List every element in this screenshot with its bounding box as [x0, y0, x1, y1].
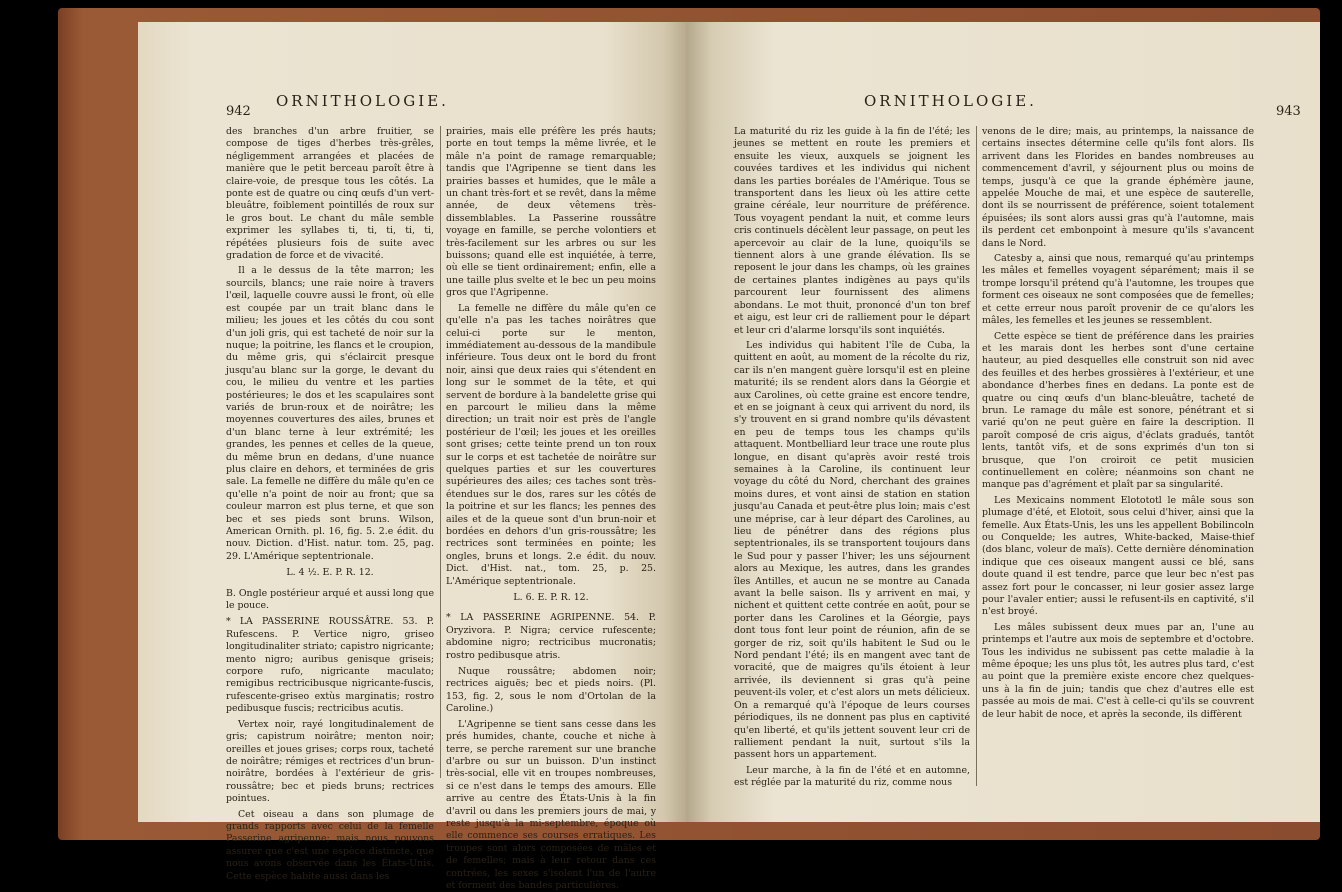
- right-column-2: [982, 126, 1254, 786]
- running-head: ORNITHOLOGIE.: [864, 92, 1037, 110]
- text-paragraph: L. 4 ½. E. P. R. 12.: [286, 567, 374, 579]
- text-paragraph: prairies, mais elle préfère les prés hauts; porte en tout temps la même livrée, et le mâle n'a point de ramage remarquable; tandis que l'Agripenne se tient dans les prairies basses et humides, que le mâle a un chant très-fort et se revêt, dans la même année, de deux vêtemens très-dissemblables. La Passerine roussâtre voyage en famille, se perche volontiers et très-facilement sur les arbres ou sur les buissons; quand elle est inquiétée, à terre, où elle se tient ordinairement; enfin, elle a une taille plus svelte et le bec un peu moins gros que l'Agripenne.: [446, 126, 656, 299]
- right-column-1: [734, 126, 970, 789]
- right-page: [686, 22, 1320, 822]
- text-paragraph: venons de le dire; mais, au printemps, la naissance de certains insectes détermine celle qu'ils font alors. Ils arrivent dans les Florides en bandes nombreuses au commencement d'avril, y séjournent plus ou moins de temps, jusqu'à ce que la grande éphémère jaune, appelée Mouche de mai, et une espèce de sauterelle, dont ils se nourrissent de préférence, soient totalement épuisées; ils sont alors aussi gras qu'à l'automne, mais ils perdent cet embonpoint à mesure qu'ils s'avancent dans le Nord.: [982, 126, 1254, 249]
- left-page: [138, 22, 686, 891]
- text-paragraph: Les Mexicains nomment Elotototl le mâle sous son plumage d'été, et Elotoit, sous celui d'hiver, ainsi que la femelle. Aux États-Unis, les uns les appellent Bobilincoln ou Conquelde; les autres, White-backed, Maise-thief (dos blanc, voleur de maïs). Cette dernière dénomination indique que ces oiseaux mangent aussi ce blé, sans doute quand il est tendre, parce que leur bec n'est pas assez fort pour le concasser, ni leur gosier assez large pour l'avaler entier; aussi le refusent-ils en captivité, s'il n'est broyé.: [982, 494, 1254, 618]
- text-paragraph: L. 6. E. P. R. 12.: [513, 592, 589, 604]
- text-paragraph: * LA PASSERINE AGRIPENNE. 54. P. Oryzivora. P. Nigra; cervice rufescente; abdomine nigro; rectricibus mucronatis; rostro pedibusque atris.: [446, 612, 656, 661]
- text-paragraph: Les individus qui habitent l'île de Cuba, la quittent en août, au moment de la récolte du riz, car ils n'en mangent guère lorsqu'il est en pleine maturité; ils se rendent alors dans la Géorgie et aux Carolines, où cette graine est encore tendre, et en se joignant à ceux qui arrivent du nord, ils s'y trouvent en si grand nombre qu'ils dévastent en peu de temps tous les champs qu'ils attaquent. Montbelliard leur trace une route plus longue, en disant qu'après avoir resté trois semaines à la Caroline, ils continuent leur voyage du côté du Nord, cherchant des graines moins dures, et vont ainsi de station en station jusqu'au Canada et peut-être plus loin; mais c'est une méprise, car à leur départ des Carolines, au lieu de pénétrer dans des régions plus septentrionales, ils se transportent toujours dans le Sud pour y passer l'hiver; les uns séjournent alors au Mexique, les autres, dans les grandes îles Antilles, et aucun ne se montre au Canada avant la belle saison. Ils y arrivent en mai, y nichent et quittent cette contrée en août, pour se porter dans les Carolines et la Géorgie, pays dont tous font leur point de réunion, afin de se gorger de riz, soit qu'ils habitent le Sud ou le Nord pendant l'été; ils en mangent avec tant de voracité, que de maigres qu'ils étoient à leur arrivée, ils deviennent si gras qu'à peine peuvent-ils voler, et c'est alors un mets délicieux. On a remarqué qu'à l'époque de leurs courses périodiques, ils ne donnent pas plus en captivité qu'en liberté, et qu'ils jettent souvent leur cri de ralliement pendant la nuit, surtout s'ils la passent hors un appartement.: [734, 339, 970, 761]
- text-paragraph: des branches d'un arbre fruitier, se compose de tiges d'herbes très-grêles, négligemment arrangées et placées de manière que le petit berceau paroît être à claire-voie, de presque tous les côtés. La ponte est de quatre ou cinq œufs d'un vert-bleuâtre, foiblement pointillés de roux sur le gros bout. Le chant du mâle semble exprimer les syllabes ti, ti, ti, ti, ti, répétées plusieurs fois de suite avec gradation de force et de vivacité.: [226, 126, 434, 262]
- column-rule: [440, 126, 441, 778]
- text-paragraph: Leur marche, à la fin de l'été et en automne, est réglée par la maturité du riz, comme nous: [734, 764, 970, 789]
- text-paragraph: * LA PASSERINE ROUSSÂTRE. 53. P. Rufescens. P. Vertice nigro, griseo longitudinaliter striato; capistro nigricante; mento nigro; auribus genisque griseis; corpore rufo, nigricante maculato; remigibus rectricibusque nigricante-fuscis, rufescente-griseo extùs marginatis; rostro pedibusque fuscis; rectricibus acutis.: [226, 616, 434, 715]
- text-paragraph: B. Ongle postérieur arqué et aussi long que le pouce.: [226, 587, 434, 612]
- text-paragraph: Nuque roussâtre; abdomen noir; rectrices aiguës; bec et pieds noirs. (Pl. 153, fig. 2, sous le nom d'Ortolan de la Caroline.): [446, 666, 656, 715]
- text-paragraph: Les mâles subissent deux mues par an, l'une au printemps et l'autre aux mois de septembre et d'octobre. Tous les individus ne subissent pas cette maladie à la même époque; les uns plus tôt, les autres plus tard, c'est au point que la première existe encore chez quelques-uns à la fin de juin; tandis que chez d'autres elle est passée au mois de mai. C'est à celle-ci qu'ils se couvrent de leur habit de noce, et après la seconde, ils diffèrent: [982, 621, 1254, 720]
- text-paragraph: La femelle ne diffère du mâle qu'en ce qu'elle n'a pas les taches noirâtres que celui-ci porte sur le menton, immédiatement au-dessous de la mandibule inférieure. Tous deux ont le bord du front noir, ainsi que deux raies qui s'étendent en long sur le sommet de la tête, et qui servent de bordure à la bandelette grise qui en parcourt le milieu dans la même direction; un trait noir est près de l'angle postérieur de l'œil; les joues et les oreilles sont grises; cette teinte prend un ton roux sur le corps et est tachetée de noirâtre sur quelques parties et sur les couvertures supérieures des ailes; ces taches sont très-étendues sur le dos, rares sur les côtés de la poitrine et sur les flancs; les pennes des ailes et de la queue sont d'un brun-noir et bordées en dehors d'un gris-roussâtre; les rectrices sont terminées en pointe; les ongles, bruns et longs. 2.e édit. du nouv. Dict. d'Hist. nat., tom. 25, p. 25. L'Amérique septentrionale.: [446, 302, 656, 587]
- text-paragraph: L'Agripenne se tient sans cesse dans les prés humides, chante, couche et niche à terre, se perche rarement sur une branche d'arbre ou sur un buisson. D'un instinct très-social, elle vit en troupes nombreuses, si ce n'est dans le temps des amours. Elle arrive au centre des États-Unis à la fin d'avril ou dans les premiers jours de mai, y reste jusqu'à la mi-septembre, époque où elle commence ses courses erratiques. Les troupes sont alors composées de mâles et de femelles; mais à leur retour dans ces contrées, les sexes s'isolent l'un de l'autre et forment des bandes particulières.: [446, 718, 656, 891]
- running-head: ORNITHOLOGIE.: [276, 92, 449, 110]
- left-column-2: [446, 126, 656, 891]
- text-paragraph: La maturité du riz les guide à la fin de l'été; les jeunes se mettent en route les premiers et ensuite les vieux, auxquels se joignent les couvées tardives et les individus qui nichent dans les parties boréales de l'Amérique. Tous se transportent dans les lieux où les attire cette graine céréale, leur nourriture de préférence. Tous voyagent pendant la nuit, et comme leurs cris continuels décèlent leur passage, on peut les apercevoir au clair de la lune, quoiqu'ils se tiennent alors à une grande élévation. Ils se reposent le jour dans les champs, où les graines de certaines plantes indigènes au pays qu'ils parcourent leur fournissent des alimens abondans. Le mot thuit, prononcé d'un ton bref et aigu, est leur cri de ralliement pour le départ et leur cri d'alarme lorsqu'ils sont inquiétés.: [734, 126, 970, 336]
- page-number: 942: [226, 104, 251, 119]
- text-paragraph: Cette espèce se tient de préférence dans les prairies et les marais dont les herbes sont d'une certaine hauteur, au pied desquelles elle construit son nid avec des feuilles et des herbes grossières à l'extérieur, et une abondance d'herbes fines en dedans. La ponte est de quatre ou cinq œufs d'un blanc-bleuâtre, tacheté de brun. Le ramage du mâle est sonore, pénétrant et si varié qu'on ne peut guère en faire la description. Il paroît composé de cris aigus, d'éclats gradués, tantôt lents, tantôt vifs, et de sons exprimés d'un ton si brusque, que l'on croiroit ce petit musicien continuellement en colère; néanmoins son chant ne manque pas d'agrément et plaît par sa singularité.: [982, 330, 1254, 491]
- text-paragraph: Vertex noir, rayé longitudinalement de gris; capistrum noirâtre; menton noir; oreilles et joues grises; corps roux, tacheté de noirâtre; rémiges et rectrices d'un brun-noirâtre, bordées à l'extérieur de gris-roussâtre; bec et pieds bruns; rectrices pointues.: [226, 718, 434, 805]
- text-paragraph: Catesby a, ainsi que nous, remarqué qu'au printemps les mâles et femelles voyagent séparément; mais il se trompe lorsqu'il prétend qu'à l'automne, les troupes que forment ces oiseaux ne sont composées que de femelles; et cette erreur nous paroît provenir de ce qu'alors les mâles, les femelles et les jeunes se ressemblent.: [982, 253, 1254, 327]
- page-number: 943: [1276, 104, 1301, 119]
- column-rule: [976, 126, 977, 786]
- text-paragraph: Il a le dessus de la tête marron; les sourcils, blancs; une raie noire à travers l'œil, laquelle couvre aussi le front, où elle est coupée par un trait blanc dans le milieu; les joues et les côtés du cou sont d'un joli gris, qui est tacheté de noir sur la nuque; la poitrine, les flancs et le croupion, du même gris, qui s'éclaircit presque jusqu'au blanc sur la gorge, le devant du cou, le milieu du ventre et les parties postérieures; le dos et les scapulaires sont variés de brun-roux et de noirâtre; les moyennes couvertures des ailes, brunes et d'un blanc terne à leur extrémité; les grandes, les pennes et celles de la queue, du même brun en dedans, d'une nuance plus claire en dehors, et terminées de gris sale. La femelle ne diffère du mâle qu'en ce qu'elle n'a point de noir au front; que sa couleur marron est plus terne, et que son bec et ses pieds sont bruns. Wilson, American Ornith. pl. 16, fig. 5. 2.e édit. du nouv. Diction. d'Hist. natur. tom. 25, pag. 29. L'Amérique septentrionale.: [226, 265, 434, 562]
- left-column-1: [226, 126, 434, 882]
- text-paragraph: Cet oiseau a dans son plumage de grands rapports avec celui de la femelle Passerine agripenne; mais nous pouvons assurer que c'est une espèce distincte, que nous avons observée dans les États-Unis. Cette espèce habite aussi dans les: [226, 808, 434, 882]
